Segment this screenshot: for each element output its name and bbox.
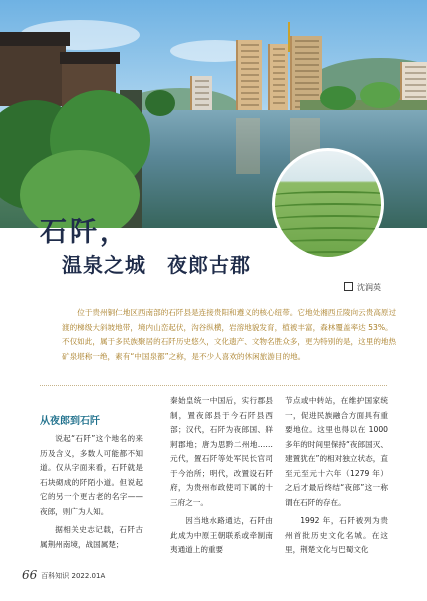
paragraph: 1992 年，石阡被列为贵州首批历史文化名城。在这里，荆楚文化与巴蜀文化 — [285, 516, 388, 554]
paragraph: 节点或中转站，在维护国家统一，促进民族融合方面具有重要地位。这里也得以在 1000 多年的时间里保持“夜郎国灭、建置犹在”的相对独立状态，直至元至元十六年（1279 年）之后才最后终结“夜郎”这一称谓在石阡的存在。 — [285, 396, 388, 507]
tree — [360, 82, 400, 108]
journal-info: 百科知识 2022.01A — [41, 572, 106, 580]
old-house-roof — [0, 32, 70, 46]
page-number: 66 — [22, 568, 38, 582]
author-name: 沈润英 — [357, 283, 381, 292]
paragraph: 据相关史志记载，石阡古属荆州南境，战国属楚； — [40, 525, 143, 549]
article-title: 石阡， — [40, 217, 130, 248]
tea-terrace — [272, 239, 384, 251]
old-house — [0, 46, 66, 106]
tree — [320, 86, 356, 110]
paragraph: 说起“石阡”这个地名的来历及含义，多数人可能都不知道。仅从字面来看，石阡就是石块砌成的阡陌小道。但说起它的另一个更古老的名字——夜郎，则广为人知。 — [40, 434, 143, 516]
author-box-icon — [344, 282, 353, 291]
old-house-roof — [60, 52, 120, 64]
section-heading: 从夜郎到石阡 — [40, 416, 100, 427]
tea-terrace — [272, 227, 384, 239]
tea-terrace — [272, 215, 384, 227]
intro-paragraph: 位于贵州铜仁地区西南部的石阡县是连接贵阳和遵义的核心纽带。它地处湘西丘陵向云贵高原过渡的梯级大斜坡地带，境内山峦起伏，沟谷纵横，岩溶地貌发育，植被丰富，森林覆盖率达 53%。不仅如此，属于多民族聚居的石阡历史悠久，文化遗产、文物名胜众多，更为特别的是，这里的地热矿泉堪称一绝，素有“中国泉都”之称，是不少人喜欢的休闲旅游目的地。 — [62, 308, 397, 361]
text-column-1 — [40, 432, 143, 556]
article-subtitle: 温泉之城 夜郎古郡 — [62, 253, 251, 277]
page-footer — [22, 568, 105, 582]
building — [190, 76, 212, 110]
building-reflection — [236, 118, 260, 174]
construction-crane — [288, 22, 290, 52]
tea-terrace — [272, 191, 384, 203]
paragraph: 秦始皇统一中国后，实行郡县制，置夜郎县于今石阡县西部；汉代，石阡为夜郎国、牂牁郡地；唐为思黔二州地……元代，置石阡等处军民长官司于今治所；明代，改置设石阡府，为贵州布政使司下属的十三府之一。 — [170, 396, 273, 507]
tree — [145, 90, 175, 116]
high-rise-building — [236, 40, 262, 112]
tea-terrace — [272, 203, 384, 215]
tea-terrace — [272, 251, 384, 260]
text-column-2 — [170, 394, 273, 562]
text-column-3 — [285, 394, 388, 562]
paragraph: 因当地水路通达，石阡由此成为中原王朝联系或牵制南夷通道上的重要 — [170, 516, 273, 554]
tea-garden-inset-photo — [272, 148, 384, 260]
building — [400, 62, 427, 102]
divider — [40, 385, 387, 386]
high-rise-building — [268, 44, 288, 110]
author-byline — [344, 282, 381, 293]
